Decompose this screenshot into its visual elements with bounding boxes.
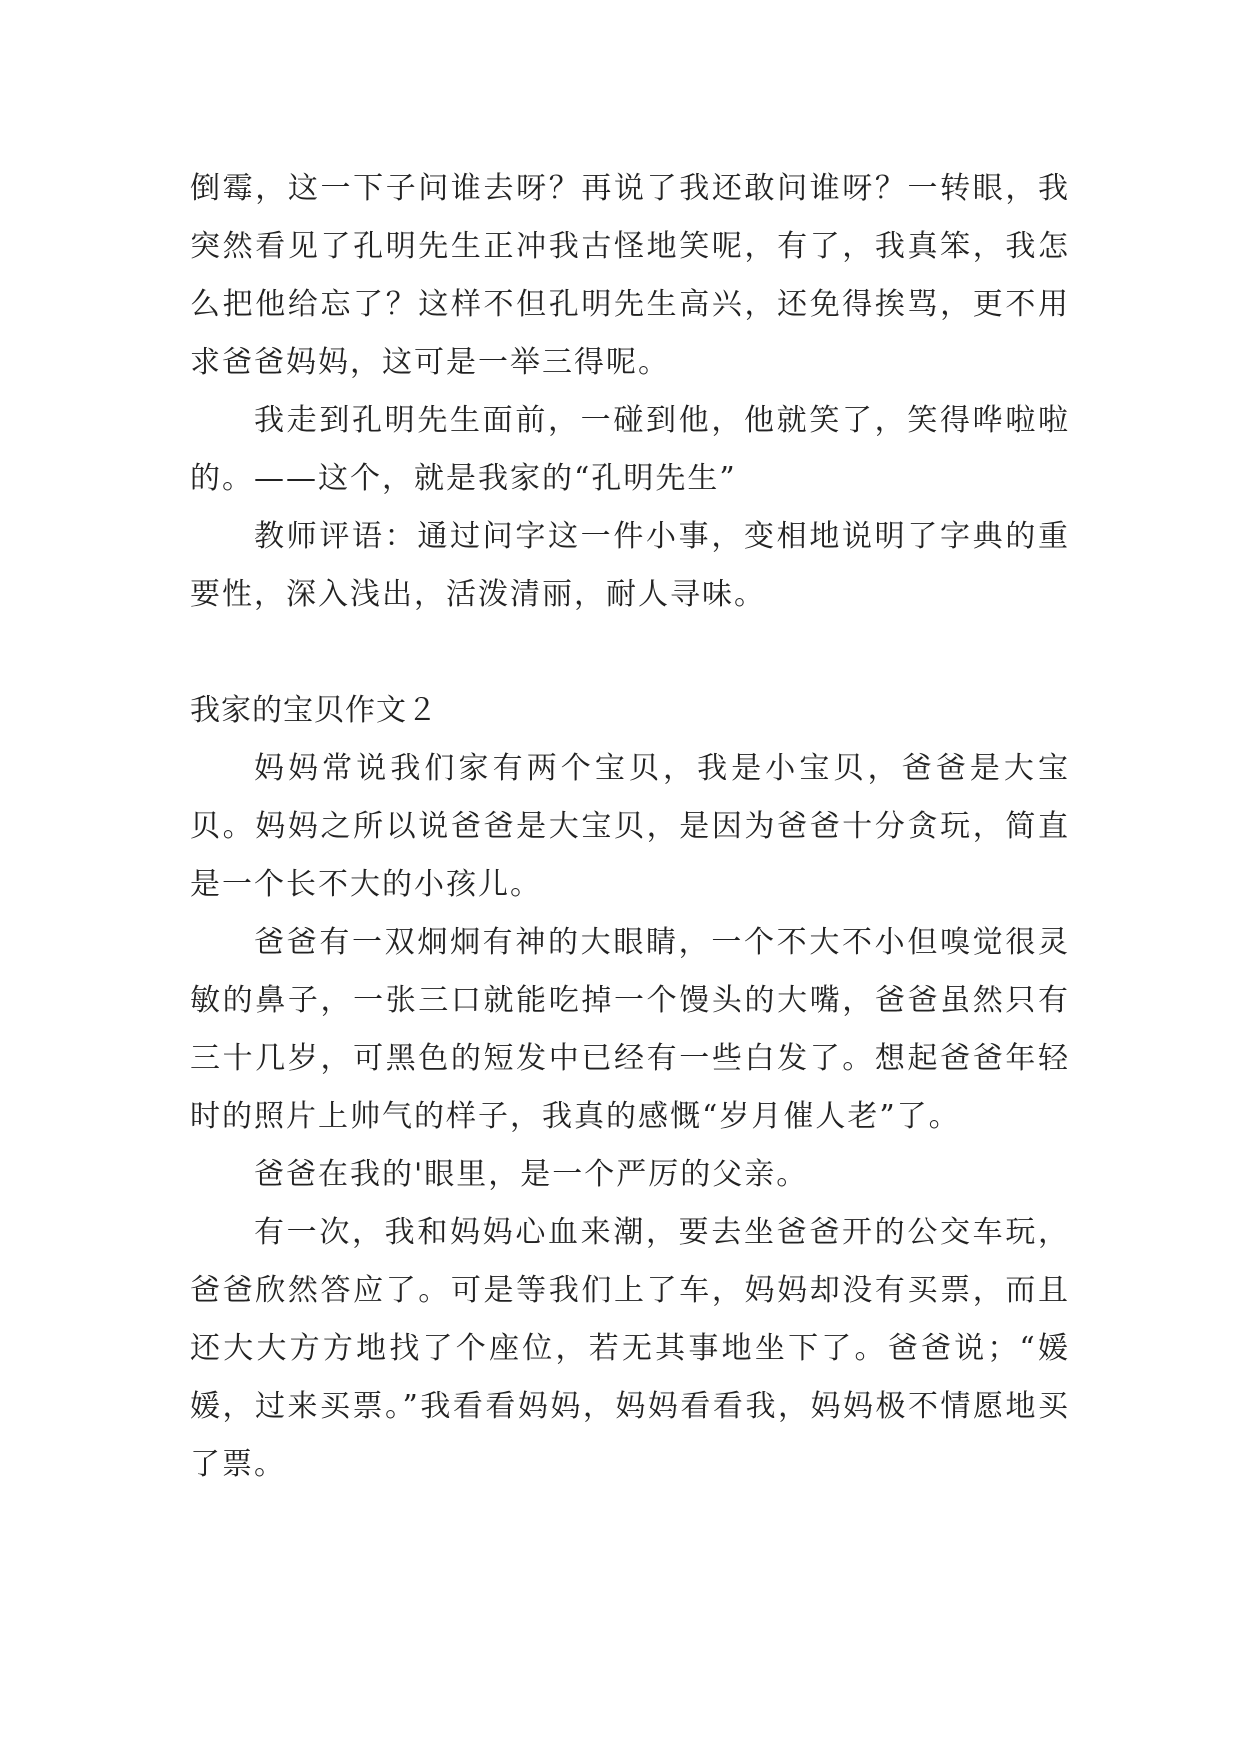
paragraph-kongming: 我走到孔明先生面前，一碰到他，他就笑了，笑得哗啦啦的。——这个，就是我家的“孔明先生” [190, 403, 1070, 496]
paragraph-strict-father: 爸爸在我的'眼里，是一个严厉的父亲。 [254, 1157, 809, 1192]
paragraph-description: 爸爸有一双炯炯有神的大眼睛，一个不大不小但嗅觉很灵敏的鼻子，一张三口就能吃掉一个馒头的大嘴，爸爸虽然只有三十几岁，可黑色的短发中已经有一些白发了。想起爸爸年轻时的照片上帅气的样子，我真的感慨“岁月催人老”了。 [190, 925, 1070, 1134]
essay-title: 我家的宝贝作文２ [190, 693, 438, 728]
document-body [190, 160, 1070, 1494]
paragraph-teacher-comment: 教师评语：通过问字这一件小事，变相地说明了字典的重要性，深入浅出，活泼清丽，耐人寻味。 [190, 519, 1070, 612]
paragraph-intro: 妈妈常说我们家有两个宝贝，我是小宝贝，爸爸是大宝贝。妈妈之所以说爸爸是大宝贝，是因为爸爸十分贪玩，简直是一个长不大的小孩儿。 [190, 751, 1070, 902]
paragraph-bus-story: 有一次，我和妈妈心血来潮，要去坐爸爸开的公交车玩，爸爸欣然答应了。可是等我们上了车，妈妈却没有买票，而且还大大方方地找了个座位，若无其事地坐下了。爸爸说；“媛媛，过来买票。”我看看妈妈，妈妈看看我，妈妈极不情愿地买了票。 [190, 1215, 1070, 1482]
paragraph-continuation: 倒霉，这一下子问谁去呀？再说了我还敢问谁呀？一转眼，我突然看见了孔明先生正冲我古怪地笑呢，有了，我真笨，我怎么把他给忘了？这样不但孔明先生高兴，还免得挨骂，更不用求爸爸妈妈，这可是一举三得呢。 [190, 171, 1070, 380]
